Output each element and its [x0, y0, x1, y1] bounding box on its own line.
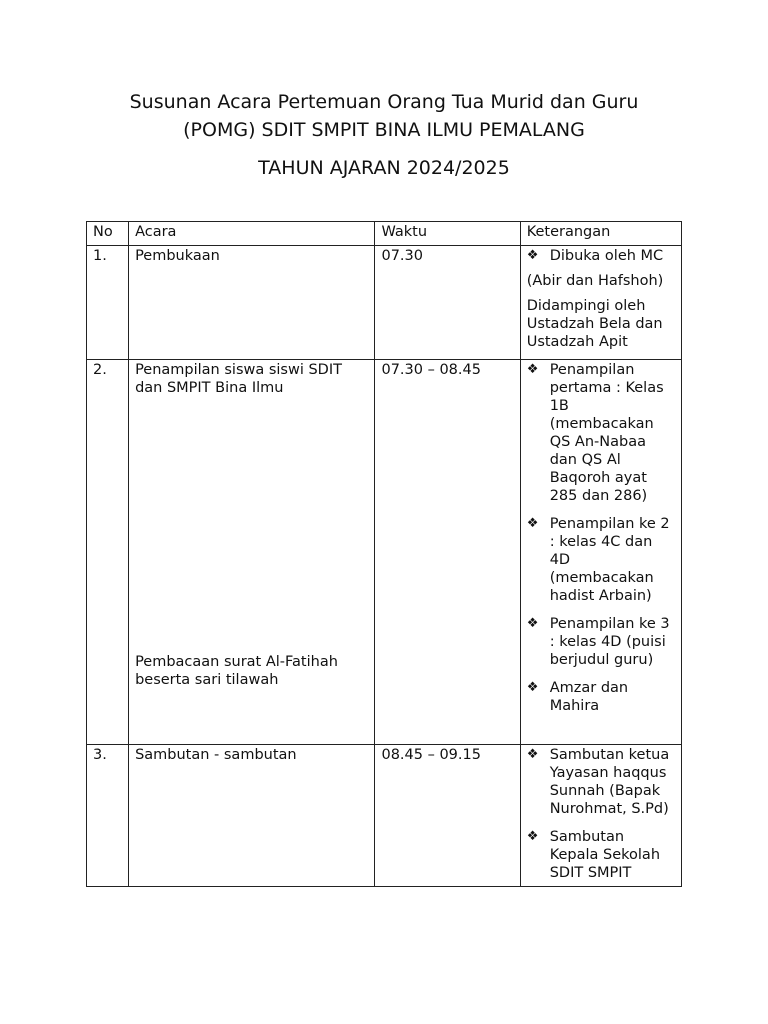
- header-keterangan: Keterangan: [520, 222, 681, 246]
- diamond-bullet-icon: ❖: [526, 362, 539, 377]
- diamond-bullet-icon: ❖: [526, 747, 539, 762]
- header-waktu: Waktu: [375, 222, 520, 246]
- acara-text: Penampilan siswa siswi SDIT dan SMPIT Bina Ilmu: [135, 362, 342, 396]
- keterangan-bullet: [527, 746, 675, 818]
- row-acara: [129, 745, 375, 887]
- acara-text: Sambutan - sambutan: [135, 747, 297, 763]
- acara-text: Pembukaan: [135, 248, 220, 264]
- row-acara: [129, 246, 375, 360]
- diamond-bullet-icon: ❖: [526, 248, 539, 263]
- diamond-bullet-icon: ❖: [526, 516, 539, 531]
- row-waktu: 07.30 – 08.45: [375, 360, 520, 745]
- row-no: 3.: [87, 745, 129, 887]
- bullet-text: Penampilan ke 2 : kelas 4C dan 4D (membacakan hadist Arbain): [549, 516, 670, 604]
- table-row: [87, 360, 682, 745]
- bullet-text: Sambutan Kepala Sekolah SDIT SMPIT: [549, 829, 661, 881]
- row-keterangan: [520, 360, 681, 745]
- document-subtitle: (POMG) SDIT SMPIT BINA ILMU PEMALANG: [183, 119, 585, 141]
- keterangan-bullet: [527, 679, 675, 715]
- keterangan-bullet: [527, 615, 675, 669]
- row-no: 2.: [87, 360, 129, 745]
- table-row: [87, 246, 682, 360]
- bullet-text: Penampilan pertama : Kelas 1B (membacakan QS An-Nabaa dan QS Al Baqoroh ayat 285 dan 286): [549, 362, 664, 504]
- row-waktu: 07.30: [375, 246, 520, 360]
- diamond-bullet-icon: ❖: [526, 616, 539, 631]
- bullet-text: Dibuka oleh MC: [549, 248, 664, 264]
- academic-year: TAHUN AJARAN 2024/2025: [258, 157, 510, 179]
- table-row: [87, 745, 682, 887]
- row-keterangan: [520, 246, 681, 360]
- keterangan-line: Didampingi oleh Ustadzah Bela dan Ustadzah Apit: [526, 298, 663, 350]
- keterangan-line: (Abir dan Hafshoh): [526, 273, 664, 289]
- header-acara: Acara: [129, 222, 375, 246]
- bullet-text: Sambutan ketua Yayasan haqqus Sunnah (Bapak Nurohmat, S.Pd): [549, 747, 670, 817]
- acara-text: Pembacaan surat Al-Fatihah beserta sari tilawah: [135, 654, 338, 688]
- keterangan-bullet: [527, 247, 675, 265]
- schedule-table: [86, 221, 682, 887]
- row-no: 1.: [87, 246, 129, 360]
- keterangan-bullet: [527, 515, 675, 605]
- row-keterangan: [520, 745, 681, 887]
- bullet-text: Penampilan ke 3 : kelas 4D (puisi berjudul guru): [549, 616, 670, 668]
- table-header-row: [87, 222, 682, 246]
- row-waktu: 08.45 – 09.15: [375, 745, 520, 887]
- document-title: Susunan Acara Pertemuan Orang Tua Murid dan Guru: [129, 91, 639, 113]
- header-no: No: [87, 222, 129, 246]
- diamond-bullet-icon: ❖: [526, 829, 539, 844]
- row-acara: [129, 360, 375, 745]
- bullet-text: Amzar dan Mahira: [549, 680, 629, 714]
- keterangan-bullet: [527, 828, 675, 882]
- diamond-bullet-icon: ❖: [526, 680, 539, 695]
- keterangan-bullet: [527, 361, 675, 505]
